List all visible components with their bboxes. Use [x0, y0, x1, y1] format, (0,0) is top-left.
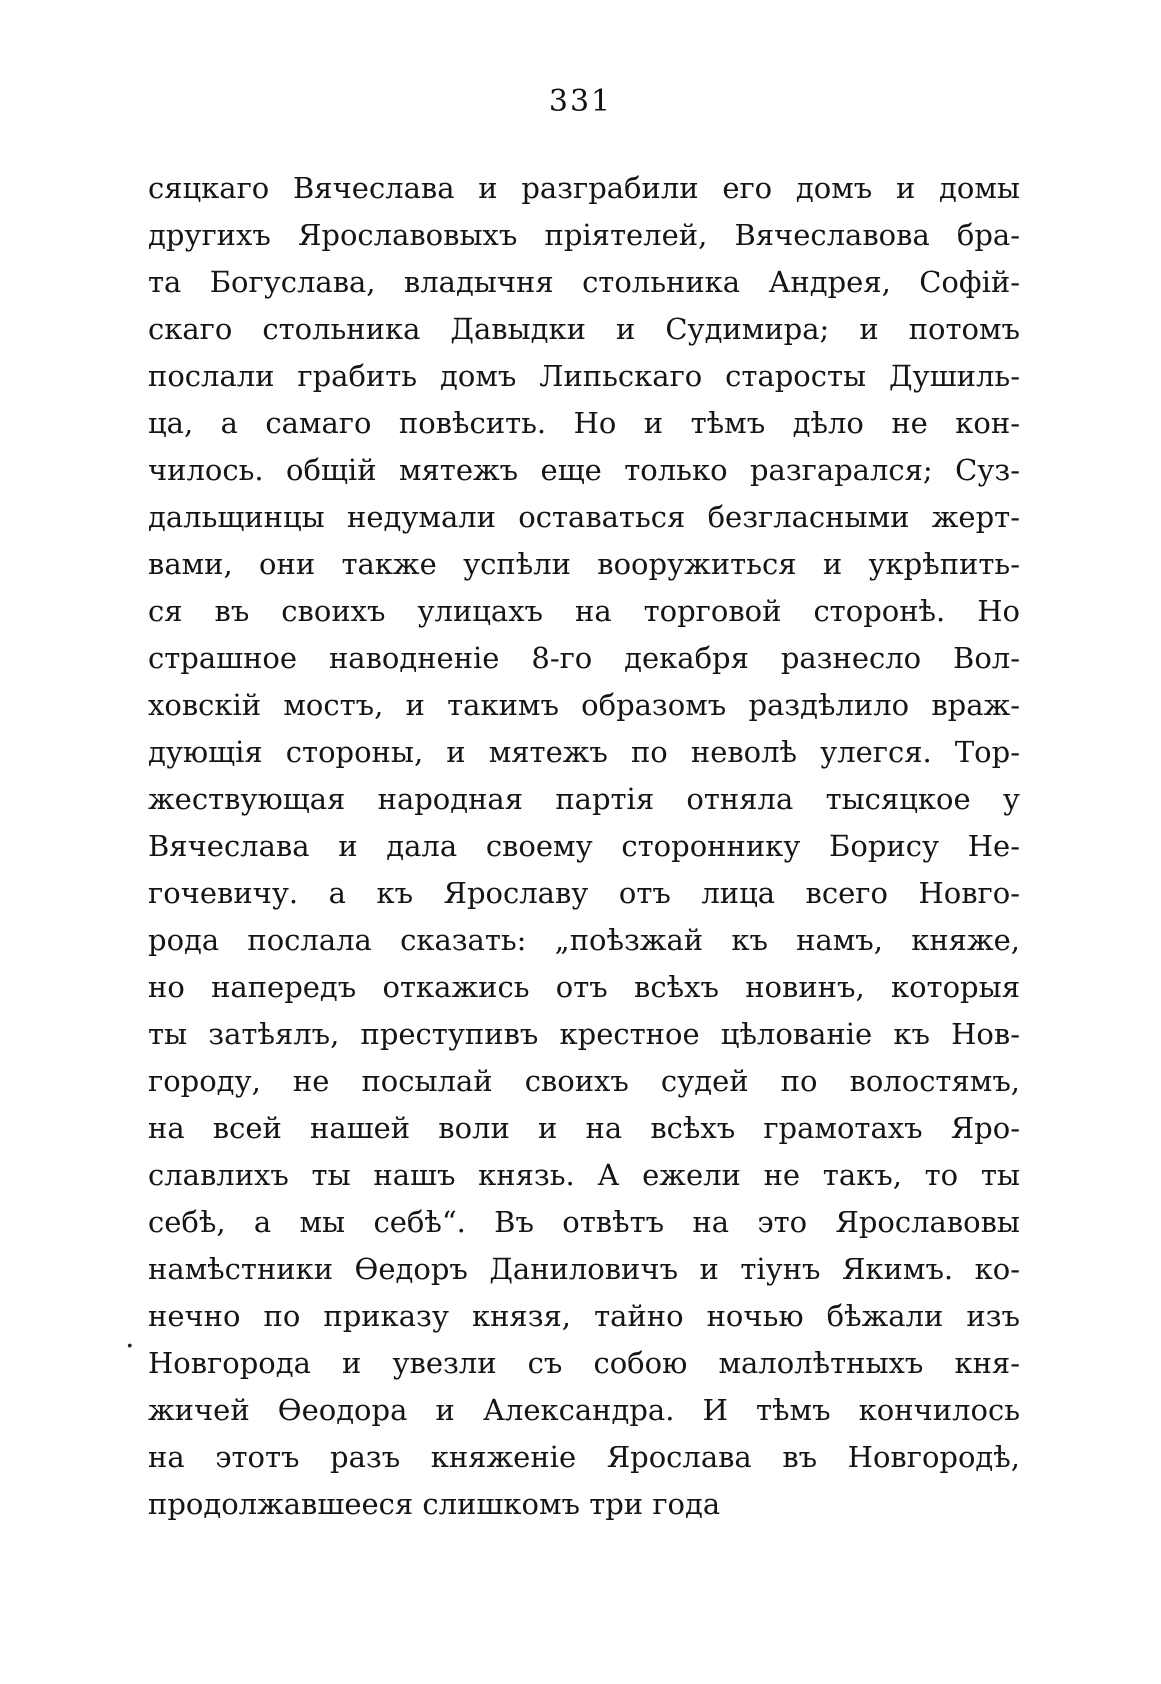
text-line: дующія стороны, и мятежъ по неволѣ улегся. Тор- — [148, 735, 1020, 769]
text-line: чилось. общій мятежъ еще только разгарался; Суз- — [148, 453, 1020, 487]
text-line: гочевичу. а къ Ярославу отъ лица всего Новго- — [148, 876, 1020, 910]
text-line: ца, а самаго повѣсить. Но и тѣмъ дѣло не кон- — [148, 406, 1020, 440]
text-line: ховскій мостъ, и такимъ образомъ раздѣлило враж- — [148, 688, 1020, 722]
text-line: намѣстники Ѳедоръ Даниловичъ и тіунъ Якимъ. ко- — [148, 1252, 1020, 1286]
margin-mark: . — [125, 1320, 135, 1355]
text-line: на этотъ разъ княженіе Ярослава въ Новгородѣ, — [148, 1440, 1020, 1474]
text-line: страшное наводненіе 8-го декабря разнесло Вол- — [148, 641, 1020, 675]
text-line: жествующая народная партія отняла тысяцкое у — [148, 782, 1020, 816]
text-line: Вячеслава и дала своему стороннику Борису Не- — [148, 829, 1020, 863]
text-line-last: продолжавшееся слишкомъ три года — [148, 1487, 721, 1521]
body-text — [148, 165, 1020, 1528]
text-line: та Богуслава, владычня стольника Андрея, Софій- — [148, 265, 1020, 299]
text-line: на всей нашей воли и на всѣхъ грамотахъ Яро- — [148, 1111, 1020, 1145]
text-line: другихъ Ярославовыхъ пріятелей, Вячеславова бра- — [148, 218, 1020, 252]
text-line: сяцкаго Вячеслава и разграбили его домъ и домы — [148, 171, 1020, 205]
text-line: жичей Ѳеодора и Александра. И тѣмъ кончилось — [148, 1393, 1020, 1427]
text-line: скаго стольника Давыдки и Судимира; и потомъ — [148, 312, 1020, 346]
text-line: себѣ, а мы себѣ“. Въ отвѣтъ на это Ярославовы — [148, 1205, 1020, 1239]
text-line: нечно по приказу князя, тайно ночью бѣжали изъ — [148, 1299, 1020, 1333]
text-line: городу, не посылай своихъ судей по волостямъ, — [148, 1064, 1020, 1098]
text-line: Новгорода и увезли съ собою малолѣтныхъ кня- — [148, 1346, 1020, 1380]
text-line: дальщинцы недумали оставаться безгласными жерт- — [148, 500, 1020, 534]
text-line: славлихъ ты нашъ князь. А ежели не такъ, то ты — [148, 1158, 1020, 1192]
text-line: но напередъ откажись отъ всѣхъ новинъ, которыя — [148, 970, 1020, 1004]
page-number: 331 — [548, 84, 613, 119]
text-line: рода послала сказать: „поѣзжай къ намъ, княже, — [148, 923, 1020, 957]
text-line: ся въ своихъ улицахъ на торговой сторонѣ. Но — [148, 594, 1020, 628]
text-line: вами, они также успѣли вооружиться и укрѣпить- — [148, 547, 1020, 581]
text-line: ты затѣялъ, преступивъ крестное цѣлованіе къ Нов- — [148, 1017, 1020, 1051]
text-line: послали грабить домъ Липьскаго старосты Душиль- — [148, 359, 1020, 393]
